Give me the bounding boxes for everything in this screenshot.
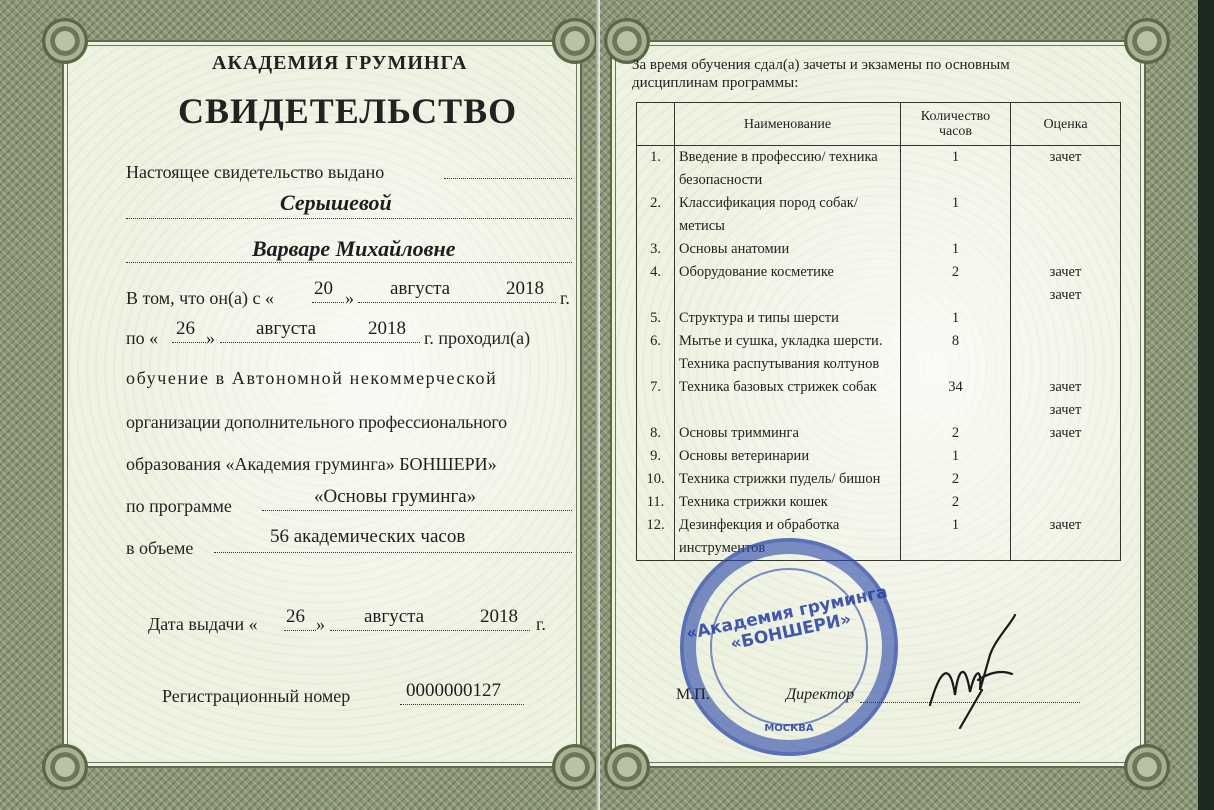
certificate-title: СВИДЕТЕЛЬСТВО <box>178 91 518 131</box>
row-number: 3. <box>637 238 675 261</box>
quote-close: » <box>345 288 354 308</box>
body-line-2: организации дополнительного профессионального <box>126 412 507 432</box>
year-suffix: г. <box>560 288 570 308</box>
discipline-hours: 2 <box>901 422 1011 445</box>
ornament-icon <box>1124 18 1170 64</box>
director-signature <box>920 610 1030 730</box>
issue-day: 26 <box>286 606 305 627</box>
table-row <box>637 261 1121 307</box>
volume-label: в объеме <box>126 538 194 558</box>
dotted-line <box>214 552 572 553</box>
discipline-hours: 2 <box>901 261 1011 307</box>
discipline-grade <box>1011 468 1121 491</box>
discipline-hours: 1 <box>901 307 1011 330</box>
issue-suffix: г. <box>536 614 546 634</box>
from-day: 20 <box>314 278 333 299</box>
discipline-hours: 2 <box>901 468 1011 491</box>
issue-date-label: Дата выдачи « <box>148 614 258 634</box>
discipline-grade: зачет <box>1011 146 1121 193</box>
period-to-prefix: по « <box>126 328 159 348</box>
period-from-prefix: В том, что он(а) с « <box>126 288 274 308</box>
discipline-name: Техника стрижки кошек <box>675 491 901 514</box>
dotted-line <box>330 630 530 631</box>
dotted-line <box>284 630 316 631</box>
row-number: 6. <box>637 330 675 376</box>
discipline-name: Основы тримминга <box>675 422 901 445</box>
discipline-hours: 34 <box>901 376 1011 422</box>
discipline-name: Классификация пород собак/метисы <box>675 192 901 238</box>
discipline-name: Мытье и сушка, укладка шерсти. Техника распутывания колтунов <box>675 330 901 376</box>
from-month: августа <box>390 278 451 299</box>
recipient-given-names: Варваре Михайловне <box>252 236 456 261</box>
column-header-grade: Оценка <box>1011 103 1121 146</box>
table-row <box>637 514 1121 561</box>
dotted-line <box>444 178 572 179</box>
dotted-line <box>172 342 206 343</box>
body-line-1: обучение в Автономной некоммерческой <box>126 368 498 388</box>
discipline-name: Структура и типы шерсти <box>675 307 901 330</box>
table-row <box>637 445 1121 468</box>
certificate-left-panel <box>62 40 582 768</box>
to-month: августа <box>256 318 317 339</box>
table-row <box>637 192 1121 238</box>
director-label: Директор <box>786 686 855 703</box>
ornament-icon <box>604 744 650 790</box>
discipline-name: Техника базовых стрижек собак <box>675 376 901 422</box>
recipient-surname: Серышевой <box>280 190 392 215</box>
disciplines-table <box>636 102 1121 561</box>
discipline-grade <box>1011 238 1121 261</box>
dotted-line <box>400 704 524 705</box>
column-header-name: Наименование <box>675 103 901 146</box>
issue-year: 2018 <box>480 606 518 627</box>
discipline-name: Введение в профессию/ техника безопасности <box>675 146 901 193</box>
discipline-hours: 1 <box>901 238 1011 261</box>
program-label: по программе <box>126 496 232 516</box>
discipline-grade: зачет зачет <box>1011 261 1121 307</box>
table-header-row <box>637 103 1121 146</box>
discipline-hours: 1 <box>901 445 1011 468</box>
row-number: 11. <box>637 491 675 514</box>
program-value: «Основы груминга» <box>314 486 477 507</box>
discipline-hours: 8 <box>901 330 1011 376</box>
row-number: 12. <box>637 514 675 561</box>
stamp-text: «Академия груминга «БОНШЕРИ» <box>684 582 890 655</box>
discipline-grade: зачет зачет <box>1011 376 1121 422</box>
table-row <box>637 491 1121 514</box>
dotted-line <box>358 302 556 303</box>
from-year: 2018 <box>506 278 544 299</box>
table-row <box>637 330 1121 376</box>
to-day: 26 <box>176 318 195 339</box>
dotted-line <box>262 510 572 511</box>
discipline-grade <box>1011 330 1121 376</box>
table-row <box>637 238 1121 261</box>
discipline-hours: 1 <box>901 514 1011 561</box>
discipline-name: Оборудование косметике <box>675 261 901 307</box>
body-line-3: образования «Академия груминга» БОНШЕРИ» <box>126 454 497 474</box>
ornament-icon <box>552 744 598 790</box>
dotted-line <box>312 302 344 303</box>
exams-intro: За время обучения сдал(а) зачеты и экзамены по основным дисциплинам программы: <box>632 57 1010 91</box>
academy-name: АКАДЕМИЯ ГРУМИНГА <box>212 52 468 74</box>
table-row <box>637 146 1121 193</box>
table-row <box>637 307 1121 330</box>
discipline-hours: 2 <box>901 491 1011 514</box>
to-year: 2018 <box>368 318 406 339</box>
registration-number: 0000000127 <box>406 680 501 701</box>
discipline-grade: зачет <box>1011 422 1121 445</box>
ornament-icon <box>42 744 88 790</box>
row-number: 8. <box>637 422 675 445</box>
issued-to-label: Настоящее свидетельство выдано <box>126 162 385 182</box>
row-number: 10. <box>637 468 675 491</box>
row-number: 5. <box>637 307 675 330</box>
discipline-name: Основы анатомии <box>675 238 901 261</box>
discipline-grade: зачет <box>1011 514 1121 561</box>
seal-place-label: М.П. <box>676 686 710 703</box>
issue-month: августа <box>364 606 425 627</box>
discipline-grade <box>1011 307 1121 330</box>
table-row <box>637 468 1121 491</box>
discipline-grade <box>1011 491 1121 514</box>
quote-close: » <box>206 328 215 348</box>
column-header-number <box>637 103 675 146</box>
table-row <box>637 422 1121 445</box>
row-number: 1. <box>637 146 675 193</box>
dotted-line <box>126 262 572 263</box>
row-number: 2. <box>637 192 675 238</box>
dotted-line <box>220 342 420 343</box>
ornament-icon <box>552 18 598 64</box>
cover-edge <box>1198 0 1214 810</box>
registration-label: Регистрационный номер <box>162 686 351 706</box>
quote-close: » <box>316 614 325 634</box>
to-suffix: г. проходил(а) <box>424 328 531 348</box>
row-number: 9. <box>637 445 675 468</box>
discipline-name: Основы ветеринарии <box>675 445 901 468</box>
dotted-line <box>126 218 572 219</box>
row-number: 4. <box>637 261 675 307</box>
ornament-icon <box>1124 744 1170 790</box>
row-number: 7. <box>637 376 675 422</box>
discipline-hours: 1 <box>901 146 1011 193</box>
discipline-name: Техника стрижки пудель/ бишон <box>675 468 901 491</box>
discipline-grade <box>1011 192 1121 238</box>
volume-value: 56 академических часов <box>270 526 466 547</box>
column-header-hours: Количество часов <box>901 103 1011 146</box>
discipline-grade <box>1011 445 1121 468</box>
ornament-icon <box>42 18 88 64</box>
table-row <box>637 376 1121 422</box>
official-stamp <box>680 538 898 756</box>
discipline-hours: 1 <box>901 192 1011 238</box>
stamp-city: МОСКВА <box>764 723 814 734</box>
discipline-name: Дезинфекция и обработка инструментов <box>675 514 901 561</box>
